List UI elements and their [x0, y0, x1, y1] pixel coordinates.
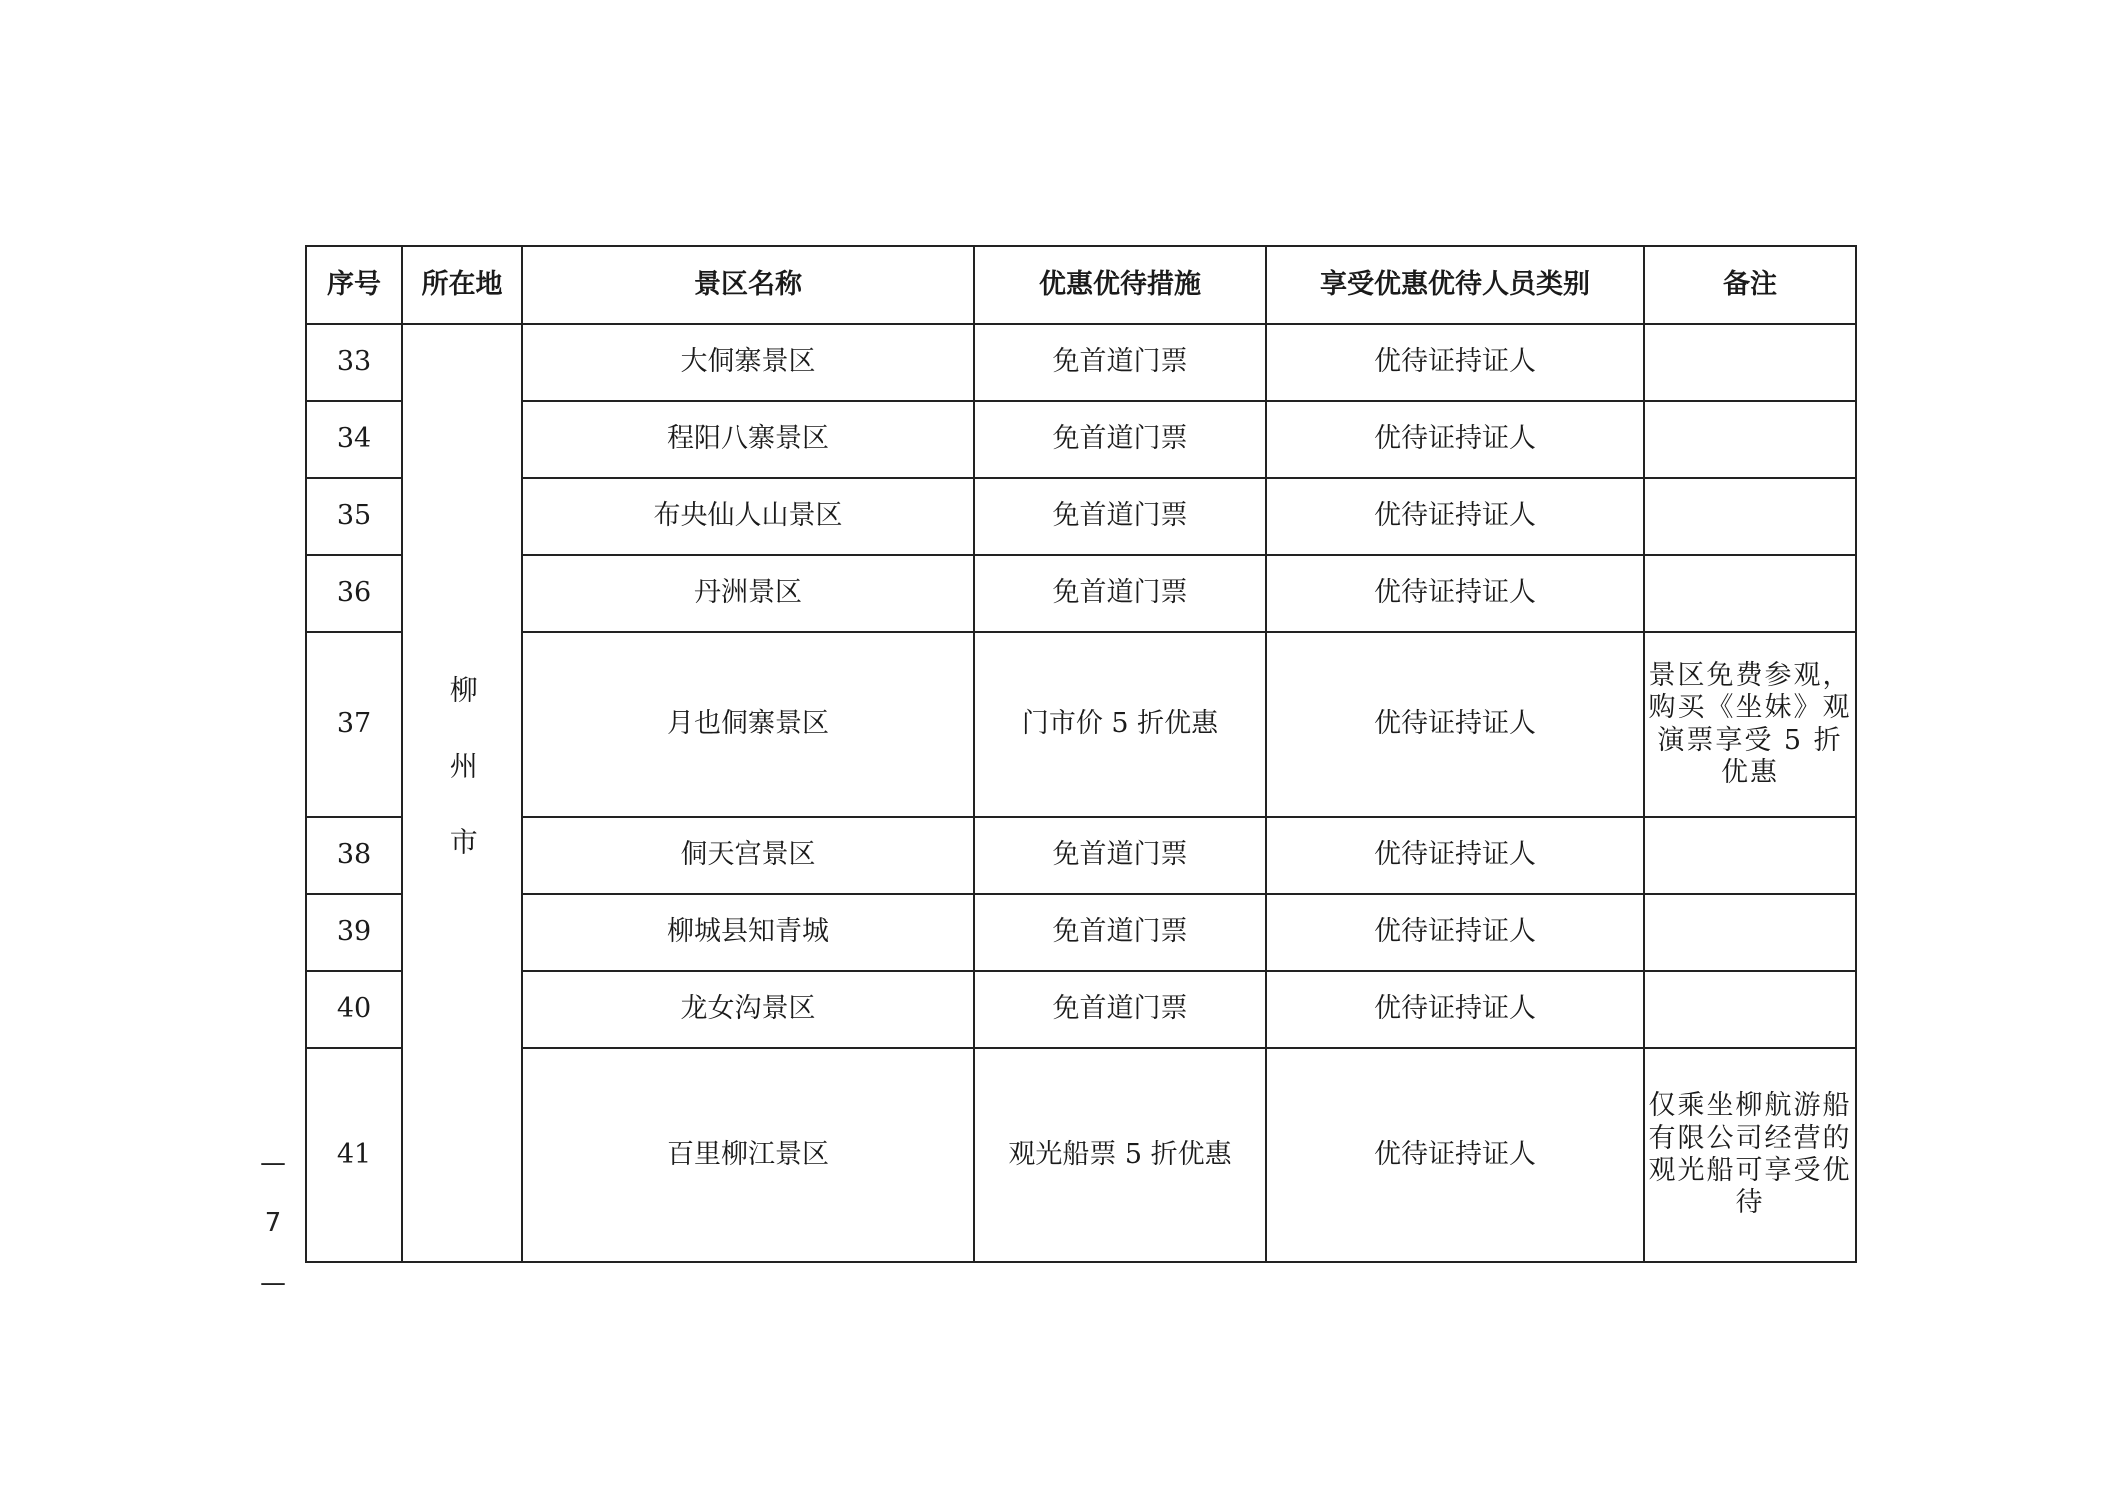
row-scenic-name: 月也侗寨景区	[522, 632, 974, 817]
row-measure: 门市价 5 折优惠	[974, 632, 1266, 817]
row-scenic-name: 柳城县知青城	[522, 894, 974, 971]
header-scenic-name: 景区名称	[522, 246, 974, 324]
row-remark	[1644, 324, 1856, 401]
row-eligible: 优待证持证人	[1266, 971, 1644, 1048]
row-remark: 仅乘坐柳航游船有限公司经营的观光船可享受优待	[1644, 1048, 1856, 1262]
row-remark	[1644, 555, 1856, 632]
row-seq: 40	[306, 971, 402, 1048]
row-remark	[1644, 478, 1856, 555]
row-seq: 38	[306, 817, 402, 894]
header-location: 所在地	[402, 246, 522, 324]
row-remark	[1644, 817, 1856, 894]
location-cell	[402, 324, 522, 1262]
table-row	[306, 401, 1856, 478]
table-row	[306, 1048, 1856, 1262]
table-row	[306, 632, 1856, 817]
row-measure: 免首道门票	[974, 478, 1266, 555]
row-scenic-name: 丹洲景区	[522, 555, 974, 632]
table-row	[306, 817, 1856, 894]
row-measure: 免首道门票	[974, 971, 1266, 1048]
row-eligible: 优待证持证人	[1266, 478, 1644, 555]
row-remark: 景区免费参观，购买《坐妹》观演票享受 5 折优惠	[1644, 632, 1856, 817]
row-measure: 免首道门票	[974, 555, 1266, 632]
table-row	[306, 324, 1856, 401]
row-scenic-name: 龙女沟景区	[522, 971, 974, 1048]
row-measure: 免首道门票	[974, 894, 1266, 971]
table-header-row	[306, 246, 1856, 324]
row-scenic-name: 程阳八寨景区	[522, 401, 974, 478]
row-seq: 34	[306, 401, 402, 478]
row-scenic-name: 百里柳江景区	[522, 1048, 974, 1262]
row-scenic-name: 大侗寨景区	[522, 324, 974, 401]
row-eligible: 优待证持证人	[1266, 324, 1644, 401]
row-measure: 免首道门票	[974, 401, 1266, 478]
row-seq: 37	[306, 632, 402, 817]
page-number: — 7 —	[258, 1148, 288, 1298]
row-scenic-name: 侗天宫景区	[522, 817, 974, 894]
table-row	[306, 555, 1856, 632]
header-measures: 优惠优待措施	[974, 246, 1266, 324]
row-remark	[1644, 971, 1856, 1048]
scenic-discount-table	[305, 245, 1857, 1263]
location-value: 柳州市	[445, 674, 479, 903]
header-remarks: 备注	[1644, 246, 1856, 324]
row-seq: 36	[306, 555, 402, 632]
row-measure: 免首道门票	[974, 324, 1266, 401]
table-row	[306, 894, 1856, 971]
row-seq: 41	[306, 1048, 402, 1262]
row-remark	[1644, 894, 1856, 971]
row-eligible: 优待证持证人	[1266, 555, 1644, 632]
row-eligible: 优待证持证人	[1266, 817, 1644, 894]
row-seq: 33	[306, 324, 402, 401]
table-row	[306, 971, 1856, 1048]
row-eligible: 优待证持证人	[1266, 632, 1644, 817]
row-eligible: 优待证持证人	[1266, 401, 1644, 478]
table-row	[306, 478, 1856, 555]
header-seq: 序号	[306, 246, 402, 324]
row-seq: 39	[306, 894, 402, 971]
row-scenic-name: 布央仙人山景区	[522, 478, 974, 555]
row-eligible: 优待证持证人	[1266, 894, 1644, 971]
row-eligible: 优待证持证人	[1266, 1048, 1644, 1262]
row-seq: 35	[306, 478, 402, 555]
row-measure: 观光船票 5 折优惠	[974, 1048, 1266, 1262]
row-remark	[1644, 401, 1856, 478]
header-eligible: 享受优惠优待人员类别	[1266, 246, 1644, 324]
row-measure: 免首道门票	[974, 817, 1266, 894]
